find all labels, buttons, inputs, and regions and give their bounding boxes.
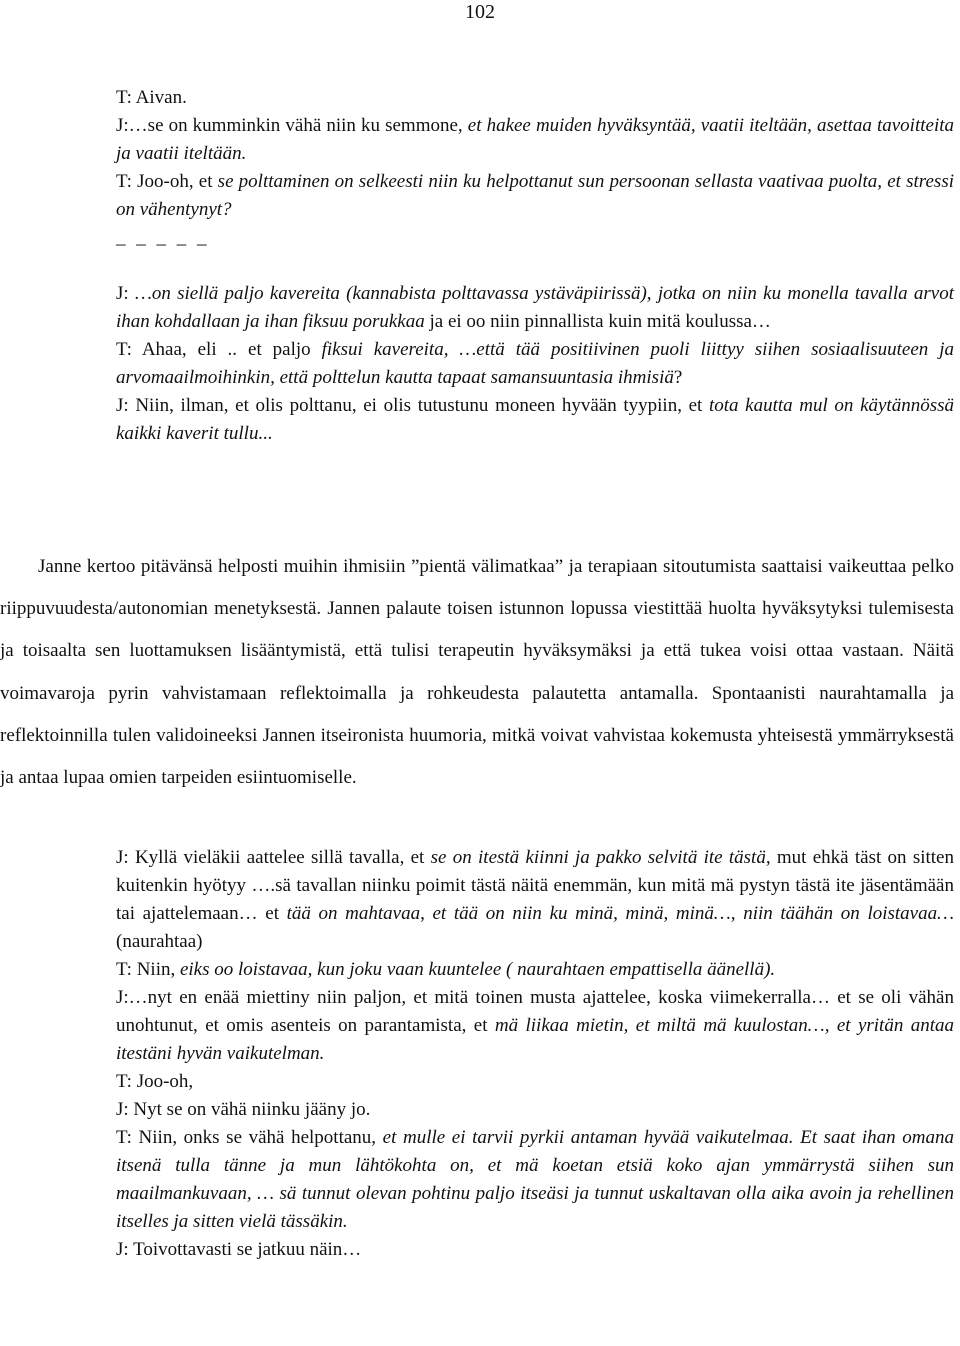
dialogue-line [116,336,954,392]
dialogue-line [116,1236,954,1264]
dialogue-text: J: [116,283,135,304]
page-number: 102 [465,1,495,23]
narrative-text: Janne kertoo pitävänsä helposti muihin ihmisiin ”pientä välimatkaa” ja terapiaan sitoutumista saattaisi vaikeuttaa pelko riippuvuudesta/autonomian menetyksestä. Jannen palaute toisen istunnon lopussa viestittää huolta hyväksytyksi tulemisesta ja toisaalta sen luottamuksen lisääntymistä, että tulisi terapeutin hyväksymäksi ja että tukea voisi ottaa vastaan. Näitä voimavaroja pyrin vahvistamaan reflektoimalla ja rohkeudesta palautetta antamalla. Spontaanisti naurahtamalla ja reflektoinnilla tulen validoineeksi Jannen itseironista huumoria, mitkä voivat vahvistaa kokemusta yhteisestä ymmärryksestä ja antaa lupaa omien tarpeiden esiintuomiselle. [0,556,954,789]
italic-quote: et mulle ei tarvii pyrkii antaman hyvää vaikutelmaa. Et saat ihan omana itsenä tulla tänne ja mun lähtökohta on, et mä koetan etsiä koko ajan ymmärrystä siihen sun maailmankuvaan, … sä tunnut olevan pohtinu paljo itseäsi ja tunnut uskaltavan olla aika avoin ja rehellinen itselles ja sitten vielä tässäkin. [116,1127,954,1232]
dialogue-line [116,112,954,168]
italic-quote: fiksui kavereita, …että tää positiivinen puoli liittyy siihen sosiaalisuuteen ja arvomaailmoihinkin, että polttelun kautta tapaat samansuuntasia ihmisiä [116,339,954,388]
dialogue-text: J:…se on kumminkin vähä niin ku semmone, [116,115,468,136]
dialogue-line [116,984,954,1068]
dialogue-text: J: Nyt se on vähä niinku jääny jo. [116,1099,371,1120]
dialogue-text: ja ei oo niin pinnallista kuin mitä koulussa… [424,311,771,332]
dialogue-text: T: Joo-oh, et [116,171,218,192]
italic-quote: eiks oo loistavaa, kun joku vaan kuuntelee ( naurahtaen empattisella äänellä). [179,959,776,980]
dialogue-line [116,1096,954,1124]
dialogue-text: (naurahtaa) [116,931,203,952]
dialogue-block-1 [116,84,954,252]
dialogue-text: J:…nyt en enää miettiny niin paljon, et mitä toinen musta ajattelee, koska viimekerralla… et se oli vähän unohtunut, et omis asenteis on parantamista, et [116,987,954,1036]
dialogue-line [116,1124,954,1236]
narrative-paragraph [0,546,954,799]
dialogue-text: T: Joo-oh, [116,1071,194,1092]
dialogue-line [116,844,954,956]
dialogue-text: J: Toivottavasti se jatkuu näin… [116,1239,362,1260]
italic-quote: mä liikaa mietin, et miltä mä kuulostan…, et yritän antaa itestäni hyvän vaikutelman. [116,1015,954,1064]
italic-quote: se polttaminen on selkeesti niin ku helpottanut sun persoonan sellasta vaativaa puolta, et stressi on vähentynyt? [116,171,954,220]
dialogue-text: ? [673,367,683,388]
dialogue-line [116,84,954,112]
dialogue-block-2 [116,280,954,448]
section-break-marker: _ _ _ _ _ [116,227,210,248]
dialogue-line [116,280,954,336]
dialogue-line [116,1068,954,1096]
dialogue-text: T: Niin, [116,959,180,980]
italic-quote: tää on mahtavaa, et tää on niin ku minä, minä, minä…, niin täähän on loistavaa… [286,903,954,924]
dialogue-text: T: Niin, onks se vähä helpottanu, [116,1127,383,1148]
dialogue-text: mut ehkä täst on sitten kuitenkin hyötyy ….sä tavallan niinku poimit tästä näitä enemmän, kun mitä mä pystyn tästä ite jäsentämään tai ajattelemaan… et [116,847,954,924]
italic-quote: …on siellä paljo kavereita (kannabista polttavassa ystäväpiirissä), jotka on niin ku monella tavalla arvot ihan kohdallaan ja ihan fiksuu porukkaa [116,283,954,332]
dialogue-line [116,224,954,252]
italic-quote: tota kautta mul on käytännössä kaikki kaverit tullu... [116,395,955,444]
dialogue-text: J: Niin, ilman, et olis polttanu, ei olis tutustunu moneen hyvään tyypiin, et [116,395,709,416]
dialogue-line [116,168,954,224]
dialogue-text: J: Kyllä vieläkii aattelee sillä tavalla, et [116,847,431,868]
dialogue-text: T: Ahaa, eli .. et paljo [116,339,322,360]
italic-quote: et hakee muiden hyväksyntää, vaatii iteltään, asettaa tavoitteita ja vaatii iteltään. [116,115,955,164]
dialogue-text: T: Aivan. [116,87,187,108]
dialogue-line [116,392,954,448]
dialogue-line [116,956,954,984]
italic-quote: se on itestä kiinni ja pakko selvitä ite tästä, [430,847,771,868]
dialogue-block-3 [116,844,954,1264]
